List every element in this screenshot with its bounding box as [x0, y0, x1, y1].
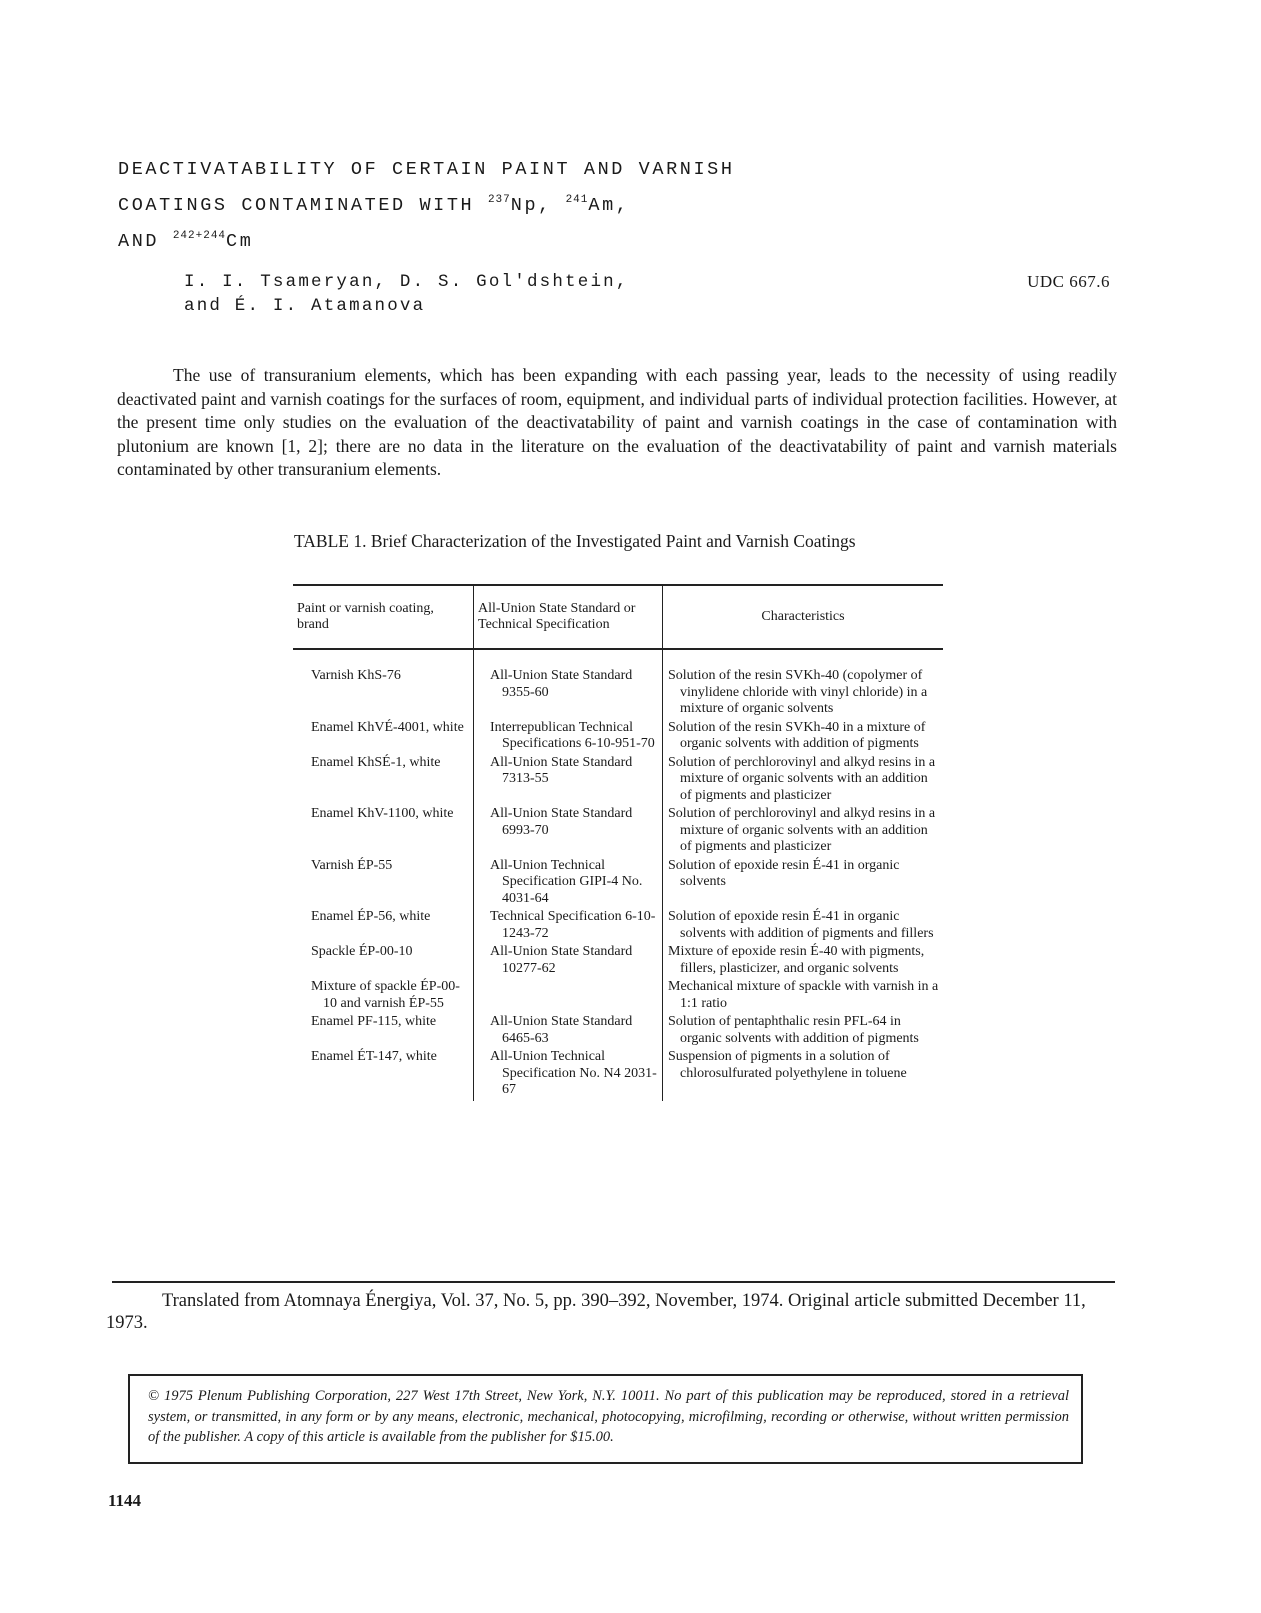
row-brand: Enamel KhVÉ-4001, white: [311, 719, 464, 735]
footnote-divider: [112, 1281, 1115, 1283]
title-line-2-text: COATINGS CONTAMINATED WITH: [118, 195, 488, 216]
page-number: 1144: [108, 1491, 142, 1510]
row-characteristics: Solution of perchlorovinyl and alkyd resins in a mixture of organic solvents with an addition of pigments and plasticizer: [668, 806, 936, 854]
authors-line-1: I. I. Tsameryan, D. S. Gol'dshtein,: [184, 272, 629, 292]
title-line-2: [118, 188, 878, 224]
row-standard: All-Union State Standard 6465-63: [490, 1014, 633, 1046]
title-line-1: DEACTIVATABILITY OF CERTAIN PAINT AND VARNISH: [118, 159, 735, 180]
translation-note: [106, 1290, 1116, 1334]
row-standard: All-Union Technical Specification No. N4 2031-67: [490, 1049, 657, 1097]
row-brand: Enamel KhSÉ-1, white: [311, 754, 441, 770]
udc-code: UDC 667.6: [1027, 272, 1110, 291]
row-brand: Spackle ÉP-00-10: [311, 944, 413, 959]
table-row: [293, 1014, 943, 1049]
cm-mass-number: 242+244: [172, 230, 227, 242]
table-row: [293, 909, 943, 944]
row-standard: All-Union State Standard 6993-70: [490, 806, 633, 838]
row-brand: Enamel PF-115, white: [311, 1014, 437, 1029]
row-standard: Interrepublican Technical Specifications 6-10-951-70: [490, 719, 655, 751]
am-symbol: Am,: [588, 195, 630, 216]
copyright-notice: © 1975 Plenum Publishing Corporation, 227 West 17th Street, New York, N.Y. 10011. No part of this publication may be reproduced, stored in a retrieval system, or transmitted, in any form or by any means, electronic, mechanical, photocopying, microfilming, recording or otherwise, without written permission of the publisher. A copy of this article is available from the publisher for $15.00.: [128, 1374, 1083, 1464]
np-mass-number: 237: [487, 194, 511, 206]
cm-symbol: Cm: [226, 231, 254, 252]
row-brand: Enamel KhV-1100, white: [311, 806, 454, 821]
row-standard: All-Union State Standard 7313-55: [490, 754, 633, 786]
row-brand: Enamel ÉT-147, white: [311, 1049, 437, 1064]
row-characteristics: Solution of pentaphthalic resin PFL-64 in organic solvents with addition of pigments: [668, 1014, 919, 1046]
row-characteristics: Suspension of pigments in a solution of chlorosulfurated polyethylene in toluene: [668, 1049, 907, 1081]
table-caption: TABLE 1. Brief Characterization of the Investigated Paint and Varnish Coatings: [294, 531, 856, 551]
article-title: [118, 152, 878, 260]
row-standard: Technical Specification 6-10-1243-72: [490, 909, 656, 941]
table-row: [293, 649, 943, 720]
table-row: [293, 858, 943, 910]
row-brand: Enamel ÉP-56, white: [311, 909, 431, 924]
row-standard: All-Union Technical Specification GIPI-4 No. 4031-64: [490, 857, 643, 906]
row-brand: Varnish ÉP-55: [311, 857, 393, 873]
intro-paragraph: [117, 364, 1117, 482]
table-row: [293, 720, 943, 755]
row-characteristics: Solution of the resin SVKh-40 (copolymer of vinylidene chloride with vinyl chloride) in a mixture of organic solvents: [668, 668, 928, 716]
header-standard: All-Union State Standard or Technical Specification: [474, 585, 663, 649]
header-characteristics: Characteristics: [663, 585, 944, 649]
am-mass-number: 241: [565, 194, 589, 206]
table-row: [293, 755, 943, 807]
table-row: [293, 979, 943, 1014]
np-symbol: Np,: [510, 195, 552, 216]
row-characteristics: Solution of epoxide resin É-41 in organic solvents: [668, 857, 900, 889]
row-brand: Varnish KhS-76: [311, 668, 401, 683]
table-row: [293, 1049, 943, 1101]
title-line-3-text: AND: [118, 231, 173, 252]
row-characteristics: Mechanical mixture of spackle with varnish in a 1:1 ratio: [668, 979, 939, 1011]
row-brand: Mixture of spackle ÉP-00-10 and varnish ÉP-55: [311, 979, 460, 1011]
row-standard: All-Union State Standard 9355-60: [490, 668, 633, 700]
row-characteristics: Solution of epoxide resin É-41 in organic solvents with addition of pigments and fillers: [668, 909, 934, 941]
table-header-row: [293, 585, 943, 649]
intro-text: The use of transuranium elements, which has been expanding with each passing year, leads to the necessity of using readily deactivated paint and varnish coatings for the surfaces of room, equipment, and individual parts of individual protection facilities. However, at the present time only studies on the evaluation of the deactivatability of paint and varnish coatings in the case of contamination with plutonium are known [1, 2]; there are no data in the literature on the evaluation of the deactivatability of paint and varnish materials contaminated by other transuranium elements.: [117, 365, 1117, 479]
title-line-3: [118, 224, 878, 260]
table-row: [293, 944, 943, 979]
row-standard: All-Union State Standard 10277-62: [490, 944, 633, 976]
translation-note-text: Translated from Atomnaya Énergiya, Vol. 37, No. 5, pp. 390–392, November, 1974. Original article submitted December 11, 1973.: [106, 1291, 1086, 1333]
row-characteristics: Solution of the resin SVKh-40 in a mixture of organic solvents with addition of pigments: [668, 719, 926, 751]
characterization-table: [293, 584, 943, 1101]
row-characteristics: Solution of perchlorovinyl and alkyd resins in a mixture of organic solvents with an addition of pigments and plasticizer: [668, 754, 936, 803]
authors: [184, 270, 744, 318]
row-characteristics: Mixture of epoxide resin É-40 with pigments, fillers, plasticizer, and organic solvents: [668, 944, 925, 976]
authors-line-2: and É. I. Atamanova: [184, 296, 426, 316]
table-row: [293, 806, 943, 858]
header-brand: Paint or varnish coating, brand: [293, 585, 474, 649]
